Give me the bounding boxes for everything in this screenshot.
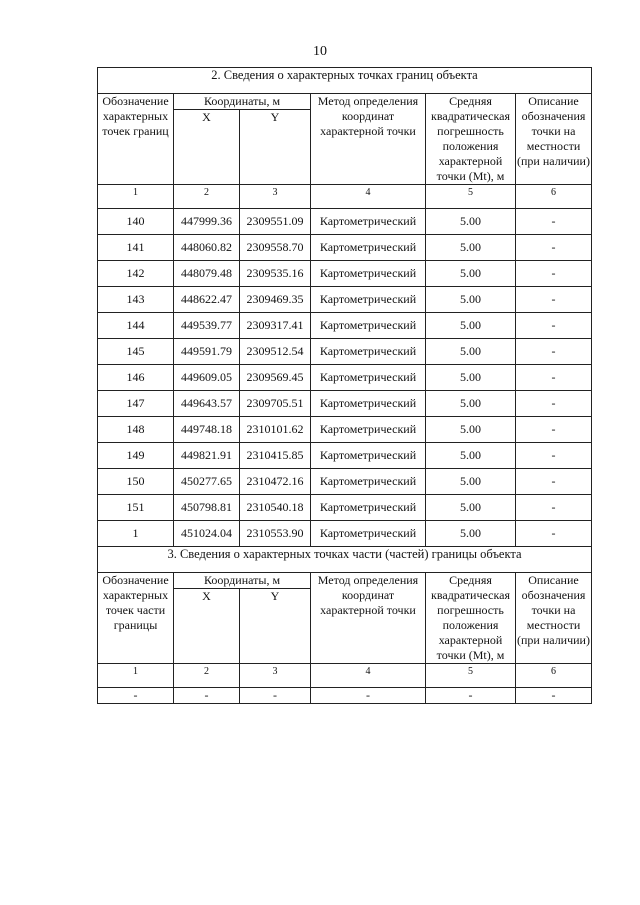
table-cell: 450277.65 (174, 469, 240, 495)
table-cell: - (516, 417, 592, 443)
table-cell: 5.00 (426, 391, 516, 417)
column-number: 1 (98, 664, 174, 688)
table-cell: 2309535.16 (240, 261, 311, 287)
header-coordinates: Координаты, м (174, 94, 311, 110)
header-method: Метод определения координат характерной точки (311, 94, 426, 185)
table-row (98, 688, 592, 704)
header-x: X (174, 110, 240, 185)
section-title-row (98, 68, 592, 94)
table-cell: 5.00 (426, 365, 516, 391)
page-number: 10 (313, 44, 327, 59)
table-cell: 2310472.16 (240, 469, 311, 495)
table-cell: 450798.81 (174, 495, 240, 521)
header-accuracy: Средняя квадратическая погрешность положения характерной точки (Mt), м (426, 94, 516, 185)
header-coordinates: Координаты, м (174, 573, 311, 589)
column-number: 6 (516, 185, 592, 209)
table-cell: Картометрический (311, 313, 426, 339)
table-cell: 5.00 (426, 235, 516, 261)
table-cell: 447999.36 (174, 209, 240, 235)
table-cell: 5.00 (426, 521, 516, 547)
table-cell: 144 (98, 313, 174, 339)
header-designation: Обозначение характерных точек части границы (98, 573, 174, 664)
table-cell: - (516, 443, 592, 469)
table-cell: Картометрический (311, 417, 426, 443)
table-cell: - (98, 688, 174, 704)
table-cell: 151 (98, 495, 174, 521)
table-cell: 1 (98, 521, 174, 547)
column-number: 2 (174, 185, 240, 209)
table-cell: 140 (98, 209, 174, 235)
table-cell: Картометрический (311, 339, 426, 365)
table-cell: 2309317.41 (240, 313, 311, 339)
column-numbers-row (98, 185, 592, 209)
header-accuracy: Средняя квадратическая погрешность положения характерной точки (Mt), м (426, 573, 516, 664)
table-cell: 148 (98, 417, 174, 443)
table-cell: - (516, 365, 592, 391)
table-cell: 2309469.35 (240, 287, 311, 313)
table-cell: 2309705.51 (240, 391, 311, 417)
table-cell: 449643.57 (174, 391, 240, 417)
column-number: 1 (98, 185, 174, 209)
table-row (98, 235, 592, 261)
table-cell: 150 (98, 469, 174, 495)
table-cell: 2310415.85 (240, 443, 311, 469)
header-row (98, 94, 592, 110)
table-cell: 5.00 (426, 287, 516, 313)
table-cell: 149 (98, 443, 174, 469)
header-designation: Обозначение характерных точек границ (98, 94, 174, 185)
table-cell: 2310553.90 (240, 521, 311, 547)
table-cell: Картометрический (311, 469, 426, 495)
table-cell: - (516, 391, 592, 417)
table-cell: - (240, 688, 311, 704)
header-row (98, 573, 592, 589)
table-cell: 449748.18 (174, 417, 240, 443)
table-cell: 5.00 (426, 417, 516, 443)
column-number: 5 (426, 185, 516, 209)
table-cell: Картометрический (311, 365, 426, 391)
table-cell: 449539.77 (174, 313, 240, 339)
table-cell: 2309569.45 (240, 365, 311, 391)
table-row (98, 365, 592, 391)
column-number: 4 (311, 664, 426, 688)
table-row (98, 495, 592, 521)
table-cell: 448622.47 (174, 287, 240, 313)
table-cell: 2309558.70 (240, 235, 311, 261)
table-cell: Картометрический (311, 443, 426, 469)
table-cell: 145 (98, 339, 174, 365)
table-cell: - (516, 209, 592, 235)
table-cell: 147 (98, 391, 174, 417)
table-cell: 449821.91 (174, 443, 240, 469)
table-cell: Картометрический (311, 287, 426, 313)
table-row (98, 391, 592, 417)
table-cell: Картометрический (311, 261, 426, 287)
table-cell: 5.00 (426, 313, 516, 339)
table-cell: - (516, 521, 592, 547)
table-row (98, 443, 592, 469)
table-row (98, 417, 592, 443)
header-description: Описание обозначения точки на местности (при наличии) (516, 94, 592, 185)
table-row (98, 287, 592, 313)
header-description: Описание обозначения точки на местности (при наличии) (516, 573, 592, 664)
table-cell: 141 (98, 235, 174, 261)
table-cell: - (516, 261, 592, 287)
column-number: 3 (240, 185, 311, 209)
table-cell: 146 (98, 365, 174, 391)
table-row (98, 469, 592, 495)
table-cell: 5.00 (426, 261, 516, 287)
table-cell: - (311, 688, 426, 704)
table-cell: - (174, 688, 240, 704)
table-cell: - (516, 313, 592, 339)
table-cell: - (516, 469, 592, 495)
table-cell: - (426, 688, 516, 704)
table-cell: 448079.48 (174, 261, 240, 287)
column-number: 5 (426, 664, 516, 688)
section-title: 3. Сведения о характерных точках части (частей) границы объекта (98, 547, 592, 573)
table-row (98, 521, 592, 547)
table-row (98, 313, 592, 339)
table-cell: - (516, 287, 592, 313)
table-cell: 5.00 (426, 339, 516, 365)
column-number: 4 (311, 185, 426, 209)
header-x: X (174, 589, 240, 664)
header-y: Y (240, 110, 311, 185)
table-cell: Картометрический (311, 391, 426, 417)
table-cell: 142 (98, 261, 174, 287)
column-number: 6 (516, 664, 592, 688)
header-y: Y (240, 589, 311, 664)
table-cell: Картометрический (311, 495, 426, 521)
table-row (98, 339, 592, 365)
coordinates-table (97, 67, 592, 704)
table-cell: - (516, 495, 592, 521)
column-number: 3 (240, 664, 311, 688)
table-cell: 2310540.18 (240, 495, 311, 521)
table-cell: 2309512.54 (240, 339, 311, 365)
table-cell: 2310101.62 (240, 417, 311, 443)
table-cell: - (516, 235, 592, 261)
table-cell: 451024.04 (174, 521, 240, 547)
table-cell: - (516, 339, 592, 365)
table-row (98, 261, 592, 287)
section-title: 2. Сведения о характерных точках границ объекта (98, 68, 592, 94)
section-title-row (98, 547, 592, 573)
table-cell: 143 (98, 287, 174, 313)
table-cell: 449609.05 (174, 365, 240, 391)
table-row (98, 209, 592, 235)
column-number: 2 (174, 664, 240, 688)
column-numbers-row (98, 664, 592, 688)
table-cell: 449591.79 (174, 339, 240, 365)
table-cell: 5.00 (426, 443, 516, 469)
table-cell: Картометрический (311, 521, 426, 547)
table-cell: Картометрический (311, 235, 426, 261)
table-cell: Картометрический (311, 209, 426, 235)
table-cell: 5.00 (426, 209, 516, 235)
table-cell: 5.00 (426, 469, 516, 495)
table-cell: - (516, 688, 592, 704)
table-cell: 2309551.09 (240, 209, 311, 235)
table-cell: 448060.82 (174, 235, 240, 261)
table-cell: 5.00 (426, 495, 516, 521)
header-method: Метод определения координат характерной точки (311, 573, 426, 664)
